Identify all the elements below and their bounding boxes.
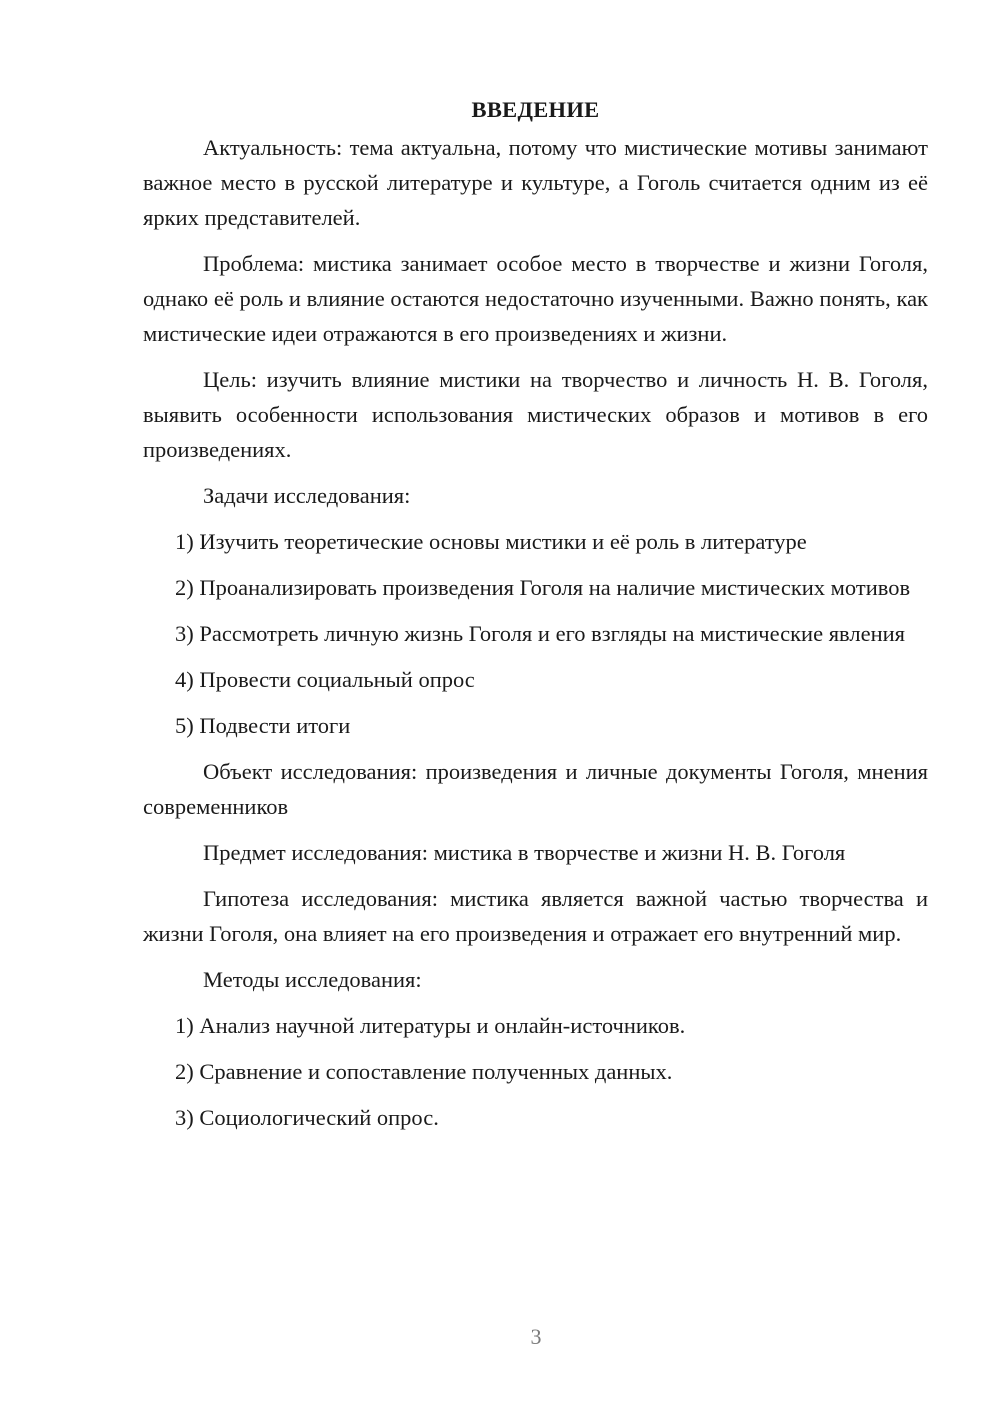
object-paragraph: Объект исследования: произведения и личные документы Гоголя, мнения современников: [143, 759, 928, 819]
tasks-heading: Задачи исследования:: [203, 483, 411, 508]
task-item-4: 4) Провести социальный опрос: [175, 667, 475, 692]
method-item-3: 3) Социологический опрос.: [175, 1105, 439, 1130]
page-number: 3: [530, 1324, 542, 1349]
task-item-5: 5) Подвести итоги: [175, 713, 351, 738]
task-item-3: 3) Рассмотреть личную жизнь Гоголя и его взгляды на мистические явления: [175, 621, 906, 646]
method-item-1: 1) Анализ научной литературы и онлайн-источников.: [175, 1013, 686, 1038]
task-item-2: 2) Проанализировать произведения Гоголя на наличие мистических мотивов: [175, 575, 911, 600]
problem-paragraph: Проблема: мистика занимает особое место в творчестве и жизни Гоголя, однако её роль и влияние остаются недостаточно изученными. Важно понять, как мистические идеи отражаются в его произведениях и жизни.: [143, 251, 928, 346]
goal-paragraph: Цель: изучить влияние мистики на творчество и личность Н. В. Гоголя, выявить особенности использования мистических образов и мотивов в его произведениях.: [143, 367, 928, 462]
methods-heading: Методы исследования:: [203, 967, 422, 992]
method-item-2: 2) Сравнение и сопоставление полученных данных.: [175, 1059, 673, 1084]
page-title: ВВЕДЕНИЕ: [471, 97, 600, 122]
hypothesis-paragraph: Гипотеза исследования: мистика является важной частью творчества и жизни Гоголя, она влияет на его произведения и отражает его внутренний мир.: [143, 886, 928, 946]
task-item-1: 1) Изучить теоретические основы мистики и её роль в литературе: [175, 529, 807, 554]
subject-paragraph: Предмет исследования: мистика в творчестве и жизни Н. В. Гоголя: [203, 840, 846, 865]
relevance-paragraph: Актуальность: тема актуальна, потому что мистические мотивы занимают важное место в русской литературе и культуре, а Гоголь считается одним из её ярких представителей.: [143, 135, 928, 230]
document-page: [143, 92, 928, 1146]
